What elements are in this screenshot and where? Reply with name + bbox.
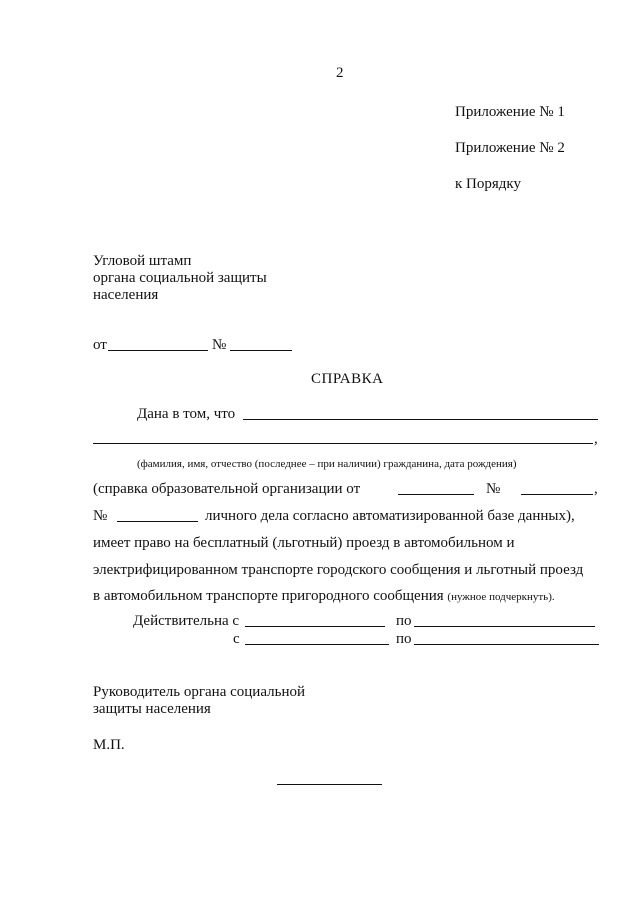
validity-to-label-1: по	[396, 613, 412, 629]
from-date-line	[108, 350, 208, 351]
case-text: личного дела согласно автоматизированной базе данных),	[205, 508, 575, 524]
number-line	[230, 350, 292, 351]
stamp-line-2: органа социальной защиты	[93, 270, 267, 286]
edu-text: (справка образовательной организации от	[93, 481, 361, 497]
closing-rule	[277, 784, 382, 785]
case-number-line	[117, 521, 198, 522]
validity-to-line-2	[414, 644, 599, 645]
signature-line-2: защиты населения	[93, 701, 211, 717]
edu-comma: ,	[594, 481, 598, 497]
signature-line-1: Руководитель органа социальной	[93, 684, 305, 700]
appendix-line-3: к Порядку	[455, 176, 521, 192]
suburban-text: в автомобильном транспорте пригородного сообщения	[93, 588, 444, 604]
from-label: от	[93, 337, 107, 353]
document-title: СПРАВКА	[311, 371, 384, 387]
name-line	[93, 443, 593, 444]
stamp-line-1: Угловой штамп	[93, 253, 192, 269]
name-line-comma: ,	[594, 431, 598, 447]
validity-to-label-2: по	[396, 631, 412, 647]
suburban-note: (нужное подчеркнуть).	[447, 591, 555, 603]
entitlement-line-1: имеет право на бесплатный (льготный) проезд в автомобильном и	[93, 535, 515, 551]
case-number-label: №	[93, 508, 108, 524]
validity-from-label-2: с	[233, 631, 240, 647]
validity-label: Действительна с	[133, 613, 240, 629]
appendix-line-2: Приложение № 2	[455, 140, 565, 156]
number-label: №	[212, 337, 227, 353]
edu-number-label: №	[486, 481, 501, 497]
entitlement-line-2: электрифицированном транспорте городского сообщения и льготный проезд	[93, 562, 584, 578]
appendix-line-1: Приложение № 1	[455, 104, 565, 120]
edu-number-line	[521, 494, 593, 495]
issued-to-line	[243, 419, 598, 420]
stamp-line-3: населения	[93, 287, 159, 303]
edu-date-line	[398, 494, 474, 495]
issued-to-label: Дана в том, что	[137, 406, 236, 422]
seal-label: М.П.	[93, 737, 125, 753]
validity-to-line-1	[414, 626, 595, 627]
entitlement-line-3	[93, 587, 555, 605]
validity-from-line-1	[245, 626, 385, 627]
name-hint: (фамилия, имя, отчество (последнее – при наличии) гражданина, дата рождения)	[137, 458, 517, 470]
page-number: 2	[336, 65, 344, 81]
validity-from-line-2	[245, 644, 389, 645]
